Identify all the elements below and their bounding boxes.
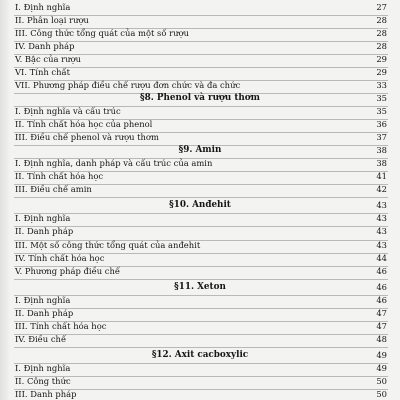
toc-page-number: 37 bbox=[376, 132, 387, 142]
toc-page-number: 28 bbox=[376, 28, 387, 38]
toc-page-number: 43 bbox=[376, 226, 387, 236]
toc-section-row bbox=[0, 281, 400, 294]
toc-page-number: 50 bbox=[376, 376, 387, 386]
toc-item-title: III. Công thức tổng quát của một số rượu bbox=[15, 28, 189, 38]
toc-item-row bbox=[0, 375, 400, 388]
toc-page-number: 38 bbox=[376, 145, 387, 155]
toc-section-row bbox=[0, 92, 400, 105]
toc-page-number: 47 bbox=[376, 308, 387, 318]
toc-item-row bbox=[0, 157, 400, 170]
toc-item-title: I. Định nghĩa bbox=[15, 213, 71, 223]
toc-rule bbox=[14, 197, 388, 198]
toc-item-title: II. Phân loại rượu bbox=[15, 15, 89, 25]
toc-item-row bbox=[0, 53, 400, 66]
toc-item-row bbox=[0, 118, 400, 131]
toc-item-row bbox=[0, 40, 400, 53]
toc-page-number: 35 bbox=[376, 93, 387, 103]
toc-item-title: IV. Danh pháp bbox=[15, 41, 75, 51]
toc-item-title: I. Định nghĩa, danh pháp và cấu trúc của amin bbox=[15, 158, 213, 168]
toc-page-number: 29 bbox=[376, 67, 387, 77]
toc-page-number: 46 bbox=[376, 282, 387, 292]
toc-item-row bbox=[0, 27, 400, 40]
toc-page-number: 49 bbox=[376, 350, 387, 360]
toc-page-number: 27 bbox=[376, 2, 387, 12]
toc-item-title: V. Bậc của rượu bbox=[15, 54, 81, 64]
toc-item-row bbox=[0, 14, 400, 27]
toc-page-number: 42 bbox=[376, 184, 387, 194]
toc-item-row bbox=[0, 307, 400, 320]
toc-section-title: §10. Anđehit bbox=[169, 200, 231, 210]
toc-item-row bbox=[0, 1, 400, 14]
toc-page-number: 47 bbox=[376, 321, 387, 331]
toc-item-row bbox=[0, 105, 400, 118]
toc-item-title: III. Điều chế phenol và rượu thơm bbox=[15, 132, 159, 142]
toc-item-row bbox=[0, 212, 400, 225]
toc-item-title: II. Danh pháp bbox=[15, 308, 74, 318]
toc-item-row bbox=[0, 183, 400, 196]
toc-page-number: 46 bbox=[376, 266, 387, 276]
toc-section-row bbox=[0, 349, 400, 362]
toc-section-title: §8. Phenol và rượu thơm bbox=[140, 93, 260, 103]
toc-page-number: 41 bbox=[376, 171, 387, 181]
toc-rule bbox=[14, 279, 388, 280]
toc-section-title: §9. Amin bbox=[178, 145, 222, 155]
toc-item-title: I. Định nghĩa bbox=[15, 2, 71, 12]
toc-item-row bbox=[0, 294, 400, 307]
toc-section-title: §12. Axit cacboxylic bbox=[151, 350, 249, 360]
toc-item-title: VI. Tính chất bbox=[15, 67, 70, 77]
toc-section-row bbox=[0, 199, 400, 212]
toc-page-number: 43 bbox=[376, 240, 387, 250]
toc-page-number: 28 bbox=[376, 41, 387, 51]
toc-item-row bbox=[0, 225, 400, 238]
toc-item-title: II. Công thức bbox=[15, 376, 71, 386]
toc-item-title: III. Một số công thức tổng quát của anđehit bbox=[15, 240, 201, 250]
toc-page-number: 33 bbox=[376, 80, 387, 90]
toc-item-title: I. Định nghĩa bbox=[15, 295, 71, 305]
toc-page-number: 49 bbox=[376, 363, 387, 373]
toc-item-title: II. Danh pháp bbox=[15, 226, 74, 236]
toc-item-row bbox=[0, 239, 400, 252]
toc-page-number: 29 bbox=[376, 54, 387, 64]
toc-section-title: §11. Xeton bbox=[174, 282, 226, 292]
toc-item-title: II. Tính chất hóa học của phenol bbox=[15, 119, 153, 129]
toc-page-number: 38 bbox=[376, 158, 387, 168]
toc-item-row bbox=[0, 170, 400, 183]
toc-page-number: 28 bbox=[376, 15, 387, 25]
toc-page-number: 43 bbox=[376, 213, 387, 223]
toc-item-row bbox=[0, 79, 400, 92]
toc-page-number: 35 bbox=[376, 106, 387, 116]
toc-item-row bbox=[0, 66, 400, 79]
toc-item-row bbox=[0, 388, 400, 400]
toc-page-number: 50 bbox=[376, 389, 387, 399]
toc-page-number: 43 bbox=[376, 200, 387, 210]
toc-page-number: 44 bbox=[376, 253, 387, 263]
toc-item-row bbox=[0, 252, 400, 265]
toc-item-title: III. Tính chất hóa học bbox=[15, 321, 107, 331]
toc-item-title: I. Định nghĩa bbox=[15, 363, 71, 373]
toc-item-row bbox=[0, 131, 400, 144]
toc-page-number: 46 bbox=[376, 295, 387, 305]
toc-item-row bbox=[0, 320, 400, 333]
toc-item-row bbox=[0, 362, 400, 375]
toc-page-number: 36 bbox=[376, 119, 387, 129]
toc-item-title: IV. Điều chế bbox=[15, 334, 67, 344]
toc-item-title: III. Danh pháp bbox=[15, 389, 77, 399]
toc-section-row bbox=[0, 144, 400, 157]
toc-item-title: V. Phương pháp điều chế bbox=[15, 266, 121, 276]
toc-item-row bbox=[0, 265, 400, 278]
toc-item-title: IV. Tính chất hóa học bbox=[15, 253, 105, 263]
toc-item-title: III. Điều chế amin bbox=[15, 184, 92, 194]
toc-item-title: VII. Phương pháp điều chế rượu đơn chức và đa chức bbox=[15, 80, 241, 90]
toc-item-title: I. Định nghĩa và cấu trúc bbox=[15, 106, 121, 116]
toc-page-number: 48 bbox=[376, 334, 387, 344]
toc-item-row bbox=[0, 333, 400, 346]
toc-rule bbox=[14, 347, 388, 348]
toc-item-title: II. Tính chất hóa học bbox=[15, 171, 104, 181]
